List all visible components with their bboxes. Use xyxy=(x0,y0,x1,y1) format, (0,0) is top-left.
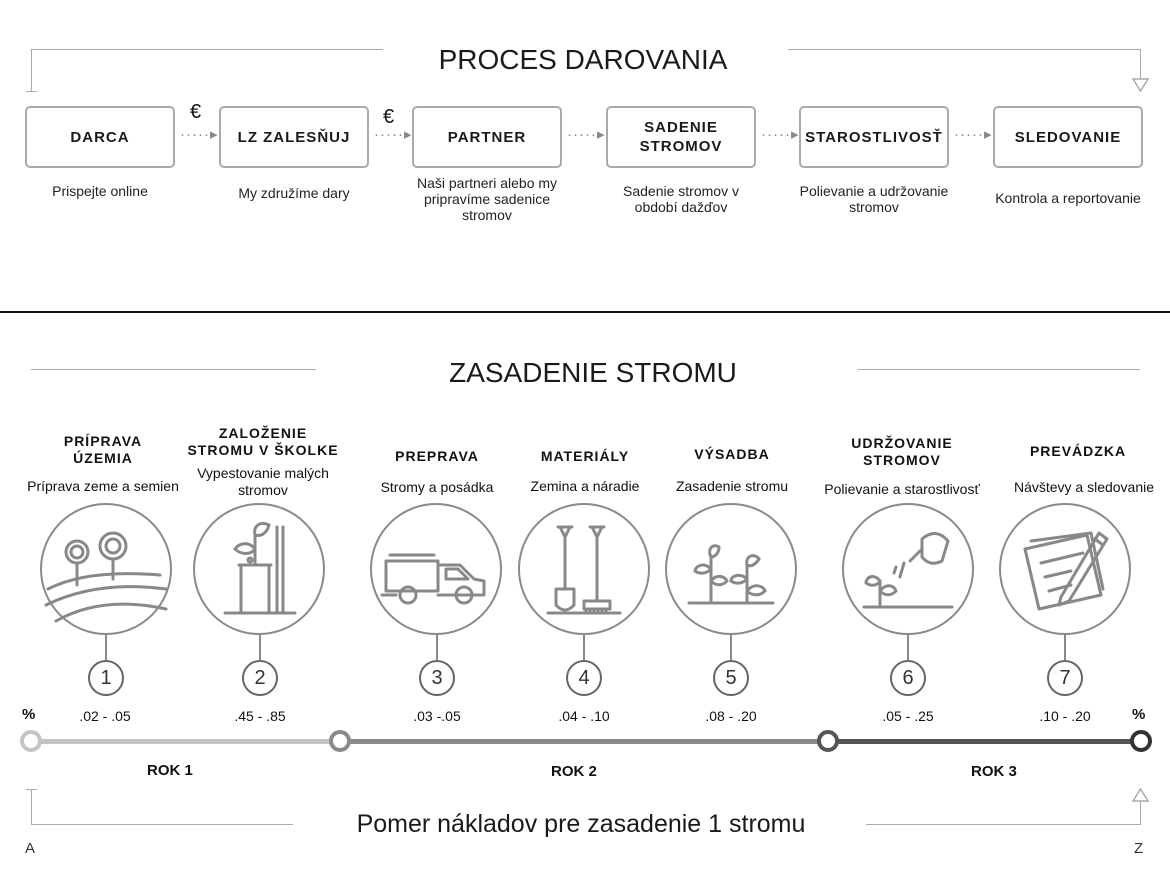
step-number-4: 4 xyxy=(566,660,602,696)
step-sub-6: Polievanie a starostlivosť xyxy=(824,481,980,497)
footer-bracket-left-cap xyxy=(26,789,37,790)
cost-range-2: .45 - .85 xyxy=(234,708,286,724)
desc-darca: Prispejte online xyxy=(52,183,148,199)
label-z: Z xyxy=(1134,840,1144,857)
timeline-node-3 xyxy=(817,730,839,752)
euro-icon-2: € xyxy=(383,106,395,128)
desc-sadenie-stromov: Sadenie stromov v období dažďov xyxy=(623,183,739,215)
step-sub-4: Zemina a náradie xyxy=(530,478,640,494)
label-a: A xyxy=(25,840,36,857)
step-number-6: 6 xyxy=(890,660,926,696)
watering-can-icon xyxy=(842,503,974,635)
shovel-rake-icon xyxy=(518,503,650,635)
step-number-1: 1 xyxy=(88,660,124,696)
step-sub-5: Zasadenie stromu xyxy=(675,478,789,494)
trees-field-icon xyxy=(40,503,172,635)
cost-range-1: .02 - .05 xyxy=(79,708,131,724)
desc-sledovanie: Kontrola a reportovanie xyxy=(995,190,1141,206)
step-sub-2: Vypestovanie malých stromov xyxy=(197,465,329,498)
box-darca: DARCA xyxy=(25,106,175,168)
desc-starostlivost: Polievanie a udržovanie stromov xyxy=(799,183,949,215)
box-lz-zalesnuj: LZ ZALESŇUJ xyxy=(219,106,369,168)
year-label-1: ROK 1 xyxy=(147,762,193,779)
section-separator xyxy=(0,311,1170,313)
percent-right: % xyxy=(1132,706,1146,723)
cost-range-6: .05 - .25 xyxy=(882,708,934,724)
step-title-5: VÝSADBA xyxy=(694,446,770,462)
desc-partner: Naši partneri alebo my pripravíme sadenice stromov xyxy=(416,175,558,223)
step-sub-3: Stromy a posádka xyxy=(380,479,494,495)
cost-range-3: .03 -.05 xyxy=(413,708,461,724)
timeline-node-start xyxy=(20,730,42,752)
percent-left: % xyxy=(22,706,36,723)
step-number-3: 3 xyxy=(419,660,455,696)
flow-arrow-5: ·····▸ xyxy=(954,126,993,143)
box-sadenie-stromov: SADENIE STROMOV xyxy=(606,106,756,168)
planting-title: ZASADENIE STROMU xyxy=(449,357,737,388)
euro-icon-1: € xyxy=(190,101,202,123)
timeline-node-2 xyxy=(329,730,351,752)
year-label-3: ROK 3 xyxy=(971,763,1017,780)
year-label-2: ROK 2 xyxy=(551,763,597,780)
step-title-7: PREVÁDZKA xyxy=(1029,443,1127,459)
box-starostlivost: STAROSTLIVOSŤ xyxy=(799,106,949,168)
step-number-7: 7 xyxy=(1047,660,1083,696)
process-title: PROCES DAROVANIA xyxy=(438,44,728,75)
flow-arrow-1: ·····▸ xyxy=(180,126,219,143)
seedling-pot-icon xyxy=(193,503,325,635)
truck-icon xyxy=(370,503,502,635)
notepad-pencil-icon xyxy=(999,503,1131,635)
arrow-up-icon xyxy=(1132,788,1149,802)
step-title-3: PREPRAVA xyxy=(395,448,479,464)
flow-arrow-4: ·····▸ xyxy=(761,126,800,143)
timeline-segment-1 xyxy=(31,739,340,744)
step-number-2: 2 xyxy=(242,660,278,696)
cost-range-5: .08 - .20 xyxy=(705,708,757,724)
bracket-left-foot xyxy=(26,91,37,92)
step-title-4: MATERIÁLY xyxy=(540,448,630,464)
step-title-6: UDRŽOVANIE STROMOV xyxy=(851,435,953,468)
arrow-down-icon xyxy=(1132,78,1149,92)
step-sub-7: Návštevy a sledovanie xyxy=(1013,479,1155,495)
sprouts-icon xyxy=(665,503,797,635)
box-partner: PARTNER xyxy=(412,106,562,168)
footer-caption: Pomer nákladov pre zasadenie 1 stromu xyxy=(356,810,806,838)
cost-range-4: .04 - .10 xyxy=(558,708,610,724)
step-title-1: PRÍPRAVA ÚZEMIA xyxy=(63,433,143,466)
step-sub-1: Príprava zeme a semien xyxy=(27,478,179,494)
flow-arrow-3: ·····▸ xyxy=(567,126,606,143)
step-title-2: ZALOŽENIE STROMU V ŠKOLKE xyxy=(187,425,339,458)
flow-arrow-2: ·····▸ xyxy=(374,126,413,143)
step-number-5: 5 xyxy=(713,660,749,696)
timeline-segment-3 xyxy=(828,739,1141,744)
timeline-node-end xyxy=(1130,730,1152,752)
cost-range-7: .10 - .20 xyxy=(1039,708,1091,724)
desc-lz-zalesnuj: My združíme dary xyxy=(238,185,350,201)
timeline-segment-2 xyxy=(340,739,828,744)
box-sledovanie: SLEDOVANIE xyxy=(993,106,1143,168)
